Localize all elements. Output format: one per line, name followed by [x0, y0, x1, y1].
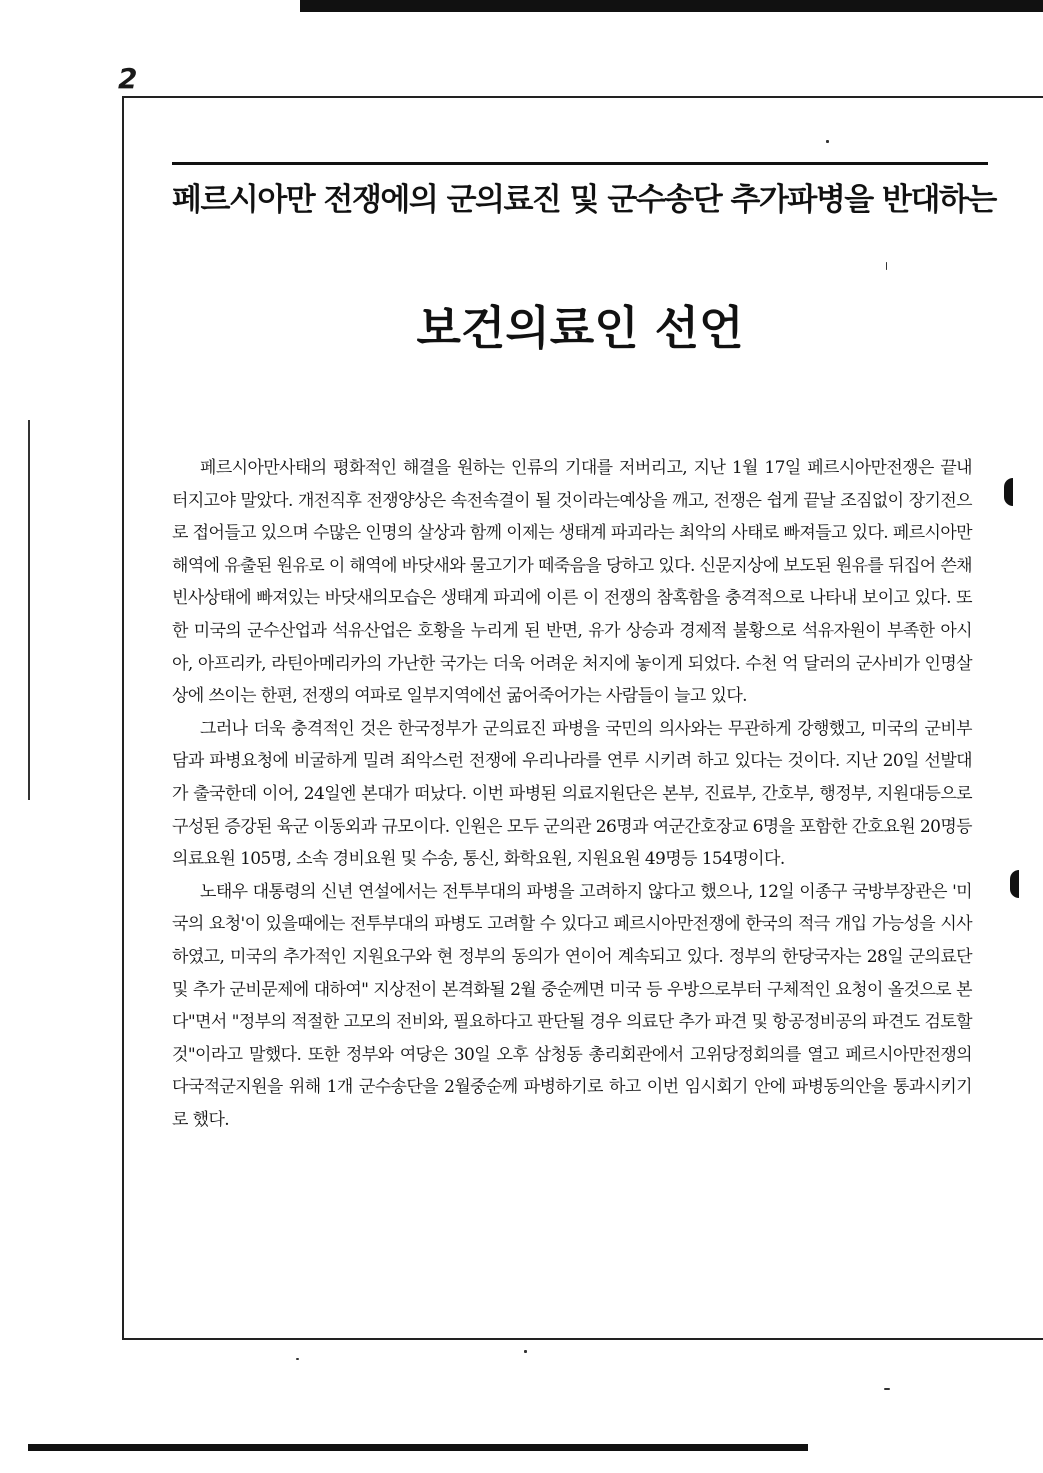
scan-margin-mark [1010, 870, 1019, 898]
scan-margin-line [28, 420, 30, 800]
document-title: 보건의료인 선언 [416, 301, 744, 355]
frame-left-line [122, 96, 124, 1340]
scan-margin-mark [1004, 478, 1013, 506]
scan-speck [524, 1350, 527, 1353]
scan-speck [826, 140, 829, 143]
scan-speck [296, 1358, 299, 1360]
title-rule [172, 162, 988, 165]
page-number: 2 [118, 62, 138, 95]
frame-top-line [122, 96, 1043, 98]
scan-edge-bottom-bar [28, 1444, 808, 1451]
scan-speck [884, 1388, 890, 1390]
frame-bottom-line [122, 1338, 1043, 1340]
scan-speck [886, 262, 887, 270]
paragraph-3: 노태우 대통령의 신년 연설에서는 전투부대의 파병을 고려하지 않다고 했으나, 12일 이종구 국방부장관은 '미국의 요청'이 있을때에는 전투부대의 파병도 고려할 수 있다고 페르시아만전쟁에 한국의 적극 개입 가능성을 시사하였고, 미국의 추가적인 지원요구와 현 정부의 동의가 연이어 계속되고 있다. 정부의 한당국자는 28일 군의료단 및 추가 군비문제에 대하여" 지상전이 본격화될 2월 중순께면 미국 등 우방으로부터 구체적인 요청이 올것으로 본다"면서 "정부의 적절한 고모의 전비와, 필요하다고 판단될 경우 의료단 추가 파견 및 항공정비공의 파견도 검토할 것"이라고 말했다. 또한 정부와 여당은 30일 오후 삼청동 총리회관에서 고위당정회의를 열고 페르시아만전쟁의 다국적군지원을 위해 1개 군수송단을 2월중순께 파병하기로 하고 이번 임시회기 안에 파병동의안을 통과시키기로 했다. [172, 881, 972, 1130]
scan-edge-top-bar [300, 0, 1043, 12]
paragraph-1: 페르시아만사태의 평화적인 해결을 원하는 인류의 기대를 저버리고, 지난 1월 17일 페르시아만전쟁은 끝내 터지고야 말았다. 개전직후 전쟁양상은 속전속결이 될 것이라는예상을 깨고, 전쟁은 쉽게 끝날 조짐없이 장기전으로 접어들고 있으며 수많은 인명의 살상과 함께 이제는 생태계 파괴라는 최악의 사태로 빠져들고 있다. 페르시아만해역에 유출된 원유로 이 해역에 바닷새와 물고기가 떼죽음을 당하고 있다. 신문지상에 보도된 원유를 뒤집어 쓴채 빈사상태에 빠져있는 바닷새의모습은 생태계 파괴에 이른 이 전쟁의 참혹함을 충격적으로 나타내 보이고 있다. 또한 미국의 군수산업과 석유산업은 호황을 누리게 된 반면, 유가 상승과 경제적 불황으로 석유자원이 부족한 아시아, 아프리카, 라틴아메리카의 가난한 국가는 더욱 어려운 처지에 놓이게 되었다. 수천 억 달러의 군사비가 인명살상에 쓰이는 한편, 전쟁의 여파로 일부지역에선 굶어죽어가는 사람들이 늘고 있다. [172, 458, 972, 707]
body-text [172, 452, 972, 1136]
paragraph-2: 그러나 더욱 충격적인 것은 한국정부가 군의료진 파병을 국민의 의사와는 무관하게 강행했고, 미국의 군비부담과 파병요청에 비굴하게 밀려 죄악스런 전쟁에 우리나라를 연루 시키려 하고 있다는 것이다. 지난 20일 선발대가 출국한데 이어, 24일엔 본대가 떠났다. 이번 파병된 의료지원단은 본부, 진료부, 간호부, 행정부, 지원대등으로 구성된 증강된 육군 이동외과 규모이다. 인원은 모두 군의관 26명과 여군간호장교 6명을 포함한 간호요원 20명등 의료요원 105명, 소속 경비요원 및 수송, 통신, 화학요원, 지원요원 49명등 154명이다. [172, 718, 972, 870]
document-subtitle: 페르시아만 전쟁에의 군의료진 및 군수송단 추가파병을 반대하는 [172, 182, 996, 218]
